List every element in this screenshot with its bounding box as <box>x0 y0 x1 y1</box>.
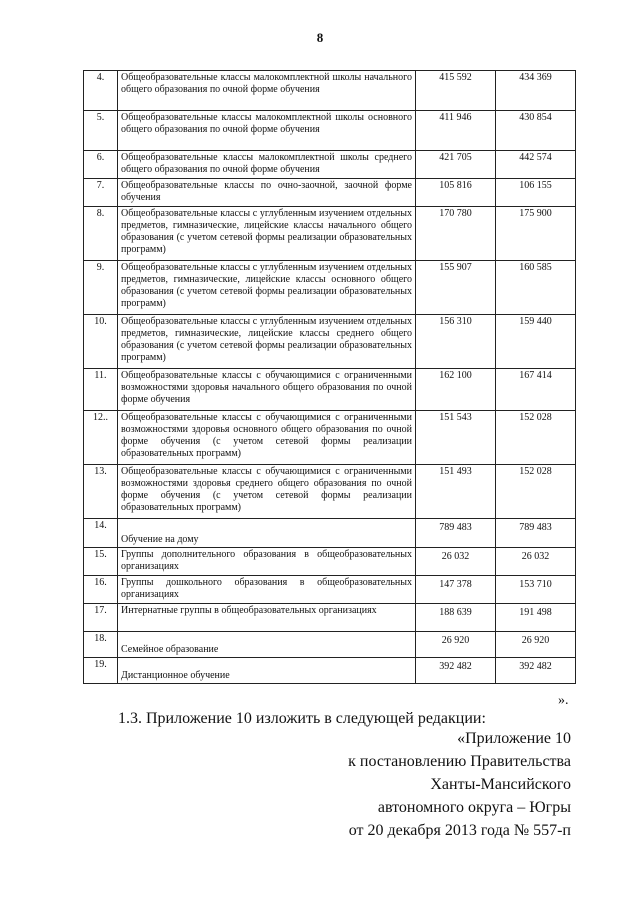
row-description: Группы дошкольного образования в общеобразовательных организациях <box>118 576 416 604</box>
row-description: Общеобразовательные классы малокомплектной школы основного общего образования по очной форме обучения <box>118 111 416 151</box>
row-value-2: 160 585 <box>496 261 576 315</box>
row-value-1: 392 482 <box>416 658 496 684</box>
row-value-1: 151 543 <box>416 411 496 465</box>
row-value-2: 430 854 <box>496 111 576 151</box>
row-number: 17. <box>84 604 118 632</box>
row-number: 7. <box>84 179 118 207</box>
row-value-1: 151 493 <box>416 465 496 519</box>
annex-reference: к постановлению Правительства <box>348 753 571 770</box>
row-value-2: 392 482 <box>496 658 576 684</box>
annex-date-number: от 20 декабря 2013 года № 557-п <box>348 822 571 839</box>
row-value-2: 26 032 <box>496 548 576 576</box>
table-row <box>84 632 576 658</box>
row-value-2: 26 920 <box>496 632 576 658</box>
row-value-1: 26 032 <box>416 548 496 576</box>
table-row <box>84 576 576 604</box>
row-value-2: 434 369 <box>496 71 576 111</box>
row-number: 13. <box>84 465 118 519</box>
table-row <box>84 71 576 111</box>
annex-region-cont: автономного округа – Югры <box>377 799 571 816</box>
annex-heading: «Приложение 10 <box>457 730 571 747</box>
row-description: Семейное образование <box>118 632 416 658</box>
row-description: Интернатные группы в общеобразовательных организациях <box>118 604 416 632</box>
row-description: Общеобразовательные классы с обучающимися с ограниченными возможностями здоровья основного общего образования по очной форме обучения (с учетом сетевой формы реализации образовательных программ) <box>118 411 416 465</box>
row-value-1: 162 100 <box>416 369 496 411</box>
row-value-2: 152 028 <box>496 411 576 465</box>
row-number: 6. <box>84 151 118 179</box>
table-row <box>84 315 576 369</box>
amendment-instruction: 1.3. Приложение 10 изложить в следующей редакции: <box>118 710 486 727</box>
row-value-1: 26 920 <box>416 632 496 658</box>
row-description: Общеобразовательные классы с обучающимися с ограниченными возможностями здоровья среднего общего образования по очной форме обучения (с учетом сетевой формы реализации образовательных программ) <box>118 465 416 519</box>
row-value-1: 421 705 <box>416 151 496 179</box>
table-row <box>84 151 576 179</box>
row-number: 14. <box>84 519 118 548</box>
row-number: 8. <box>84 207 118 261</box>
table-row <box>84 411 576 465</box>
row-value-1: 789 483 <box>416 519 496 548</box>
row-value-1: 156 310 <box>416 315 496 369</box>
row-number: 4. <box>84 71 118 111</box>
row-description: Общеобразовательные классы малокомплектной школы среднего общего образования по очной форме обучения <box>118 151 416 179</box>
row-description: Группы дополнительного образования в общеобразовательных организациях <box>118 548 416 576</box>
row-number: 15. <box>84 548 118 576</box>
table-row <box>84 111 576 151</box>
row-number: 9. <box>84 261 118 315</box>
row-value-2: 789 483 <box>496 519 576 548</box>
table-row <box>84 261 576 315</box>
table-row <box>84 658 576 684</box>
table-row <box>84 604 576 632</box>
page-number: 8 <box>316 30 324 45</box>
row-value-1: 155 907 <box>416 261 496 315</box>
row-description: Общеобразовательные классы с обучающимися с ограниченными возможностями здоровья начального общего образования по очной форме обучения <box>118 369 416 411</box>
row-value-1: 411 946 <box>416 111 496 151</box>
row-value-1: 188 639 <box>416 604 496 632</box>
row-description: Общеобразовательные классы малокомплектной школы начального общего образования по очной форме обучения <box>118 71 416 111</box>
row-description: Общеобразовательные классы с углубленным изучением отдельных предметов, гимназические, лицейские классы среднего общего образования (с учетом сетевой формы реализации образовательных программ) <box>118 315 416 369</box>
row-value-2: 167 414 <box>496 369 576 411</box>
table-row <box>84 548 576 576</box>
row-number: 12.. <box>84 411 118 465</box>
row-value-1: 105 816 <box>416 179 496 207</box>
table-row <box>84 207 576 261</box>
row-number: 18. <box>84 632 118 658</box>
row-value-1: 170 780 <box>416 207 496 261</box>
table-row <box>84 369 576 411</box>
row-description: Общеобразовательные классы с углубленным изучением отдельных предметов, гимназические, лицейские классы начального общего образования (с учетом сетевой формы реализации образовательных программ) <box>118 207 416 261</box>
row-number: 19. <box>84 658 118 684</box>
row-description: Обучение на дому <box>118 519 416 548</box>
row-number: 10. <box>84 315 118 369</box>
annex-region: Ханты-Мансийского <box>430 776 571 793</box>
row-value-2: 159 440 <box>496 315 576 369</box>
row-value-2: 191 498 <box>496 604 576 632</box>
row-number: 5. <box>84 111 118 151</box>
row-description: Общеобразовательные классы с углубленным изучением отдельных предметов, гимназические, лицейские классы основного общего образования (с учетом сетевой формы реализации образовательных программ) <box>118 261 416 315</box>
row-number: 16. <box>84 576 118 604</box>
row-value-2: 106 155 <box>496 179 576 207</box>
closing-quote-mark: ». <box>558 693 569 708</box>
row-value-2: 175 900 <box>496 207 576 261</box>
funding-table <box>83 70 576 684</box>
row-description: Общеобразовательные классы по очно-заочной, заочной форме обучения <box>118 179 416 207</box>
row-description: Дистанционное обучение <box>118 658 416 684</box>
table-row <box>84 465 576 519</box>
row-value-1: 415 592 <box>416 71 496 111</box>
table-row <box>84 519 576 548</box>
row-value-2: 153 710 <box>496 576 576 604</box>
table-row <box>84 179 576 207</box>
row-value-2: 442 574 <box>496 151 576 179</box>
row-number: 11. <box>84 369 118 411</box>
row-value-1: 147 378 <box>416 576 496 604</box>
row-value-2: 152 028 <box>496 465 576 519</box>
